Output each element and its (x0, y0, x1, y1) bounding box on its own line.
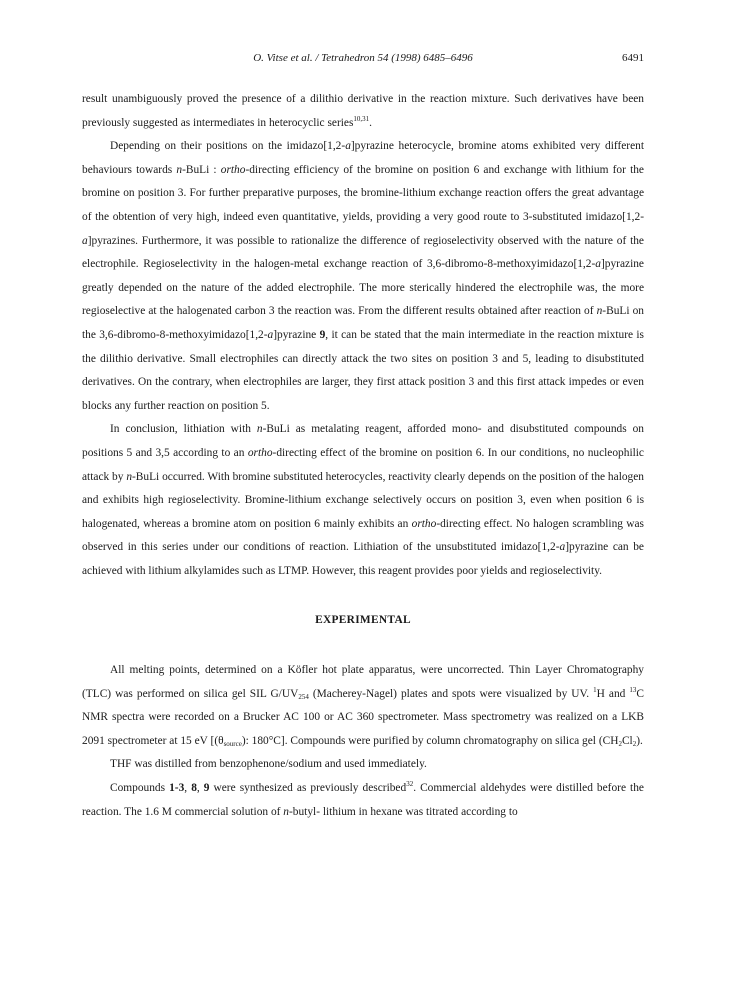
text-run: -BuLi : (182, 163, 221, 176)
text-run: 254 (298, 692, 309, 701)
text-run: ]pyrazine can be achieved with lithium alkylamides such as LTMP. However, this reagent provides poor yields and regioselectivity. (82, 541, 644, 577)
text-run: H and (596, 687, 630, 700)
paragraph-thf (82, 753, 644, 777)
paragraph-regioselectivity (82, 135, 644, 418)
text-run: -BuLi on the 3,6-dibromo-8-methoxyimidazo[1,2- (82, 305, 644, 341)
text-run: Compounds (110, 782, 170, 795)
text-run: . (369, 116, 372, 129)
text-run: n (596, 305, 603, 318)
text-run: ortho (247, 446, 273, 459)
text-run: -BuLi as metalating reagent, afforded mono- and disubstituted compounds on positions 5 and 3,5 according to an (82, 423, 644, 459)
text-run: 2 (618, 739, 622, 748)
text-run: a (559, 541, 566, 554)
text-run: . Commercial aldehydes were distilled before the reaction. The 1.6 M commercial solution of (82, 782, 644, 818)
text-run: ]pyrazine (273, 328, 320, 341)
text-run: ): 180°C]. Compounds were purified by column chromatography on silica gel (CH (241, 734, 619, 747)
text-run: 1 (593, 685, 597, 694)
text-run: 32 (406, 780, 414, 789)
text-run: a (82, 234, 88, 247)
text-run: n (126, 470, 133, 483)
text-run: 9 (319, 328, 326, 341)
text-run: 9 (203, 782, 210, 795)
text-run: -directing effect of the bromine on position 6. In our conditions, no nucleophilic attack by (82, 446, 644, 483)
page-number: 6491 (622, 52, 644, 64)
text-run: ortho (220, 163, 246, 176)
text-run: 1-3 (169, 782, 185, 795)
text-run: ]pyrazines. Furthermore, it was possible to rationalize the difference of regioselectivity observed with the nature of the electrophile. Regioselectivity in the halogen-metal exchange reaction of 3,6-dibromo-8-methoxyimidazo[1,2- (82, 234, 644, 271)
text-run: 2 (632, 739, 637, 748)
text-run: a (267, 328, 274, 341)
text-run: ]pyrazine heterocycle, bromine atoms exhibited very different behaviours towards (82, 140, 644, 176)
text-run: Cl (621, 734, 633, 747)
text-run: , (184, 782, 192, 795)
text-run: were synthesized as previously described (209, 782, 407, 795)
text-run: n (256, 423, 263, 436)
page-header (82, 52, 644, 68)
text-run: C NMR spectra were recorded on a Brucker AC 100 or AC 360 spectrometer. Mass spectrometry was realized on a LKB 2091 spectrometer at 15 eV [(θ (82, 687, 644, 747)
paragraph-general-methods (82, 659, 644, 753)
text-run: source (223, 739, 242, 748)
text-run: result unambiguously proved the presence of a dilithio derivative in the reaction mixture. Such derivatives have been previously suggested as intermediates in heterocyclic series (82, 93, 644, 129)
text-run: 13 (629, 685, 637, 694)
text-run: All melting points, determined on a Köfler hot plate apparatus, were uncorrected. Thin Layer Chromatography (TLC) was performed on silica gel SIL G/UV (82, 664, 644, 700)
text-run: n (176, 163, 183, 176)
text-run: -BuLi occurred. With bromine substituted heterocycles, reactivity clearly depends on the position of the halogen and exhibits high regioselectivity. Bromine-lithium exchange selectively occurs on position 3, even when position 6 is halogenated, whereas a bromine atom on position 6 mainly exhibits an (82, 470, 644, 530)
text-run: ). (636, 734, 643, 747)
running-head: O. Vitse et al. / Tetrahedron 54 (1998) 6485–6496 (253, 52, 473, 64)
paragraph-compounds (82, 777, 644, 824)
text-run: ]pyrazine greatly depended on the nature of the added electrophile. The more sterically hindered the electrophile was, the more regioselective at the halogenated carbon 3 the reaction was. From the different results obtained after reaction of (82, 258, 644, 318)
section-heading-experimental: EXPERIMENTAL (315, 614, 411, 627)
text-run: 10,31 (353, 114, 370, 123)
article-body (82, 88, 644, 824)
text-run: -butyl- lithium in hexane was titrated according to (289, 805, 518, 818)
paragraph-conclusion (82, 418, 644, 583)
text-run: n (283, 805, 289, 818)
text-run: , (196, 782, 204, 795)
text-run: a (595, 258, 601, 271)
text-run: -directing effect. No halogen scrambling was observed in this series under our conditions of reaction. Lithiation of the unsubstituted imidazo[1,2- (82, 517, 644, 554)
paragraph-dilithio-result (82, 88, 644, 135)
text-run: ortho (411, 517, 437, 530)
text-run: 8 (191, 782, 197, 795)
text-run: THF was distilled from benzophenone/sodium and used immediately. (110, 758, 427, 771)
text-run: (Macherey-Nagel) plates and spots were visualized by UV. (308, 687, 594, 700)
text-run: , it can be stated that the main intermediate in the reaction mixture is the dilithio derivative. Small electrophiles can directly attack the two sites on position 3 and 5, leading to disubstituted derivatives. On the contrary, when electrophiles are larger, they first attack position 3 and this first attack impedes or even blocks any further reaction on position 5. (82, 328, 644, 412)
text-run: In conclusion, lithiation with (110, 423, 257, 436)
text-run: a (345, 140, 351, 153)
text-run: Depending on their positions on the imidazo[1,2- (110, 140, 346, 153)
text-run: -directing efficiency of the bromine on position 6 and exchange with lithium for the bromine on position 3. For further preparative purposes, the bromine-lithium exchange reaction offers the great advantage of the obtention of very high, indeed even quantitative, yields, providing a very good route to 3-substituted imidazo[1,2- (82, 163, 644, 223)
